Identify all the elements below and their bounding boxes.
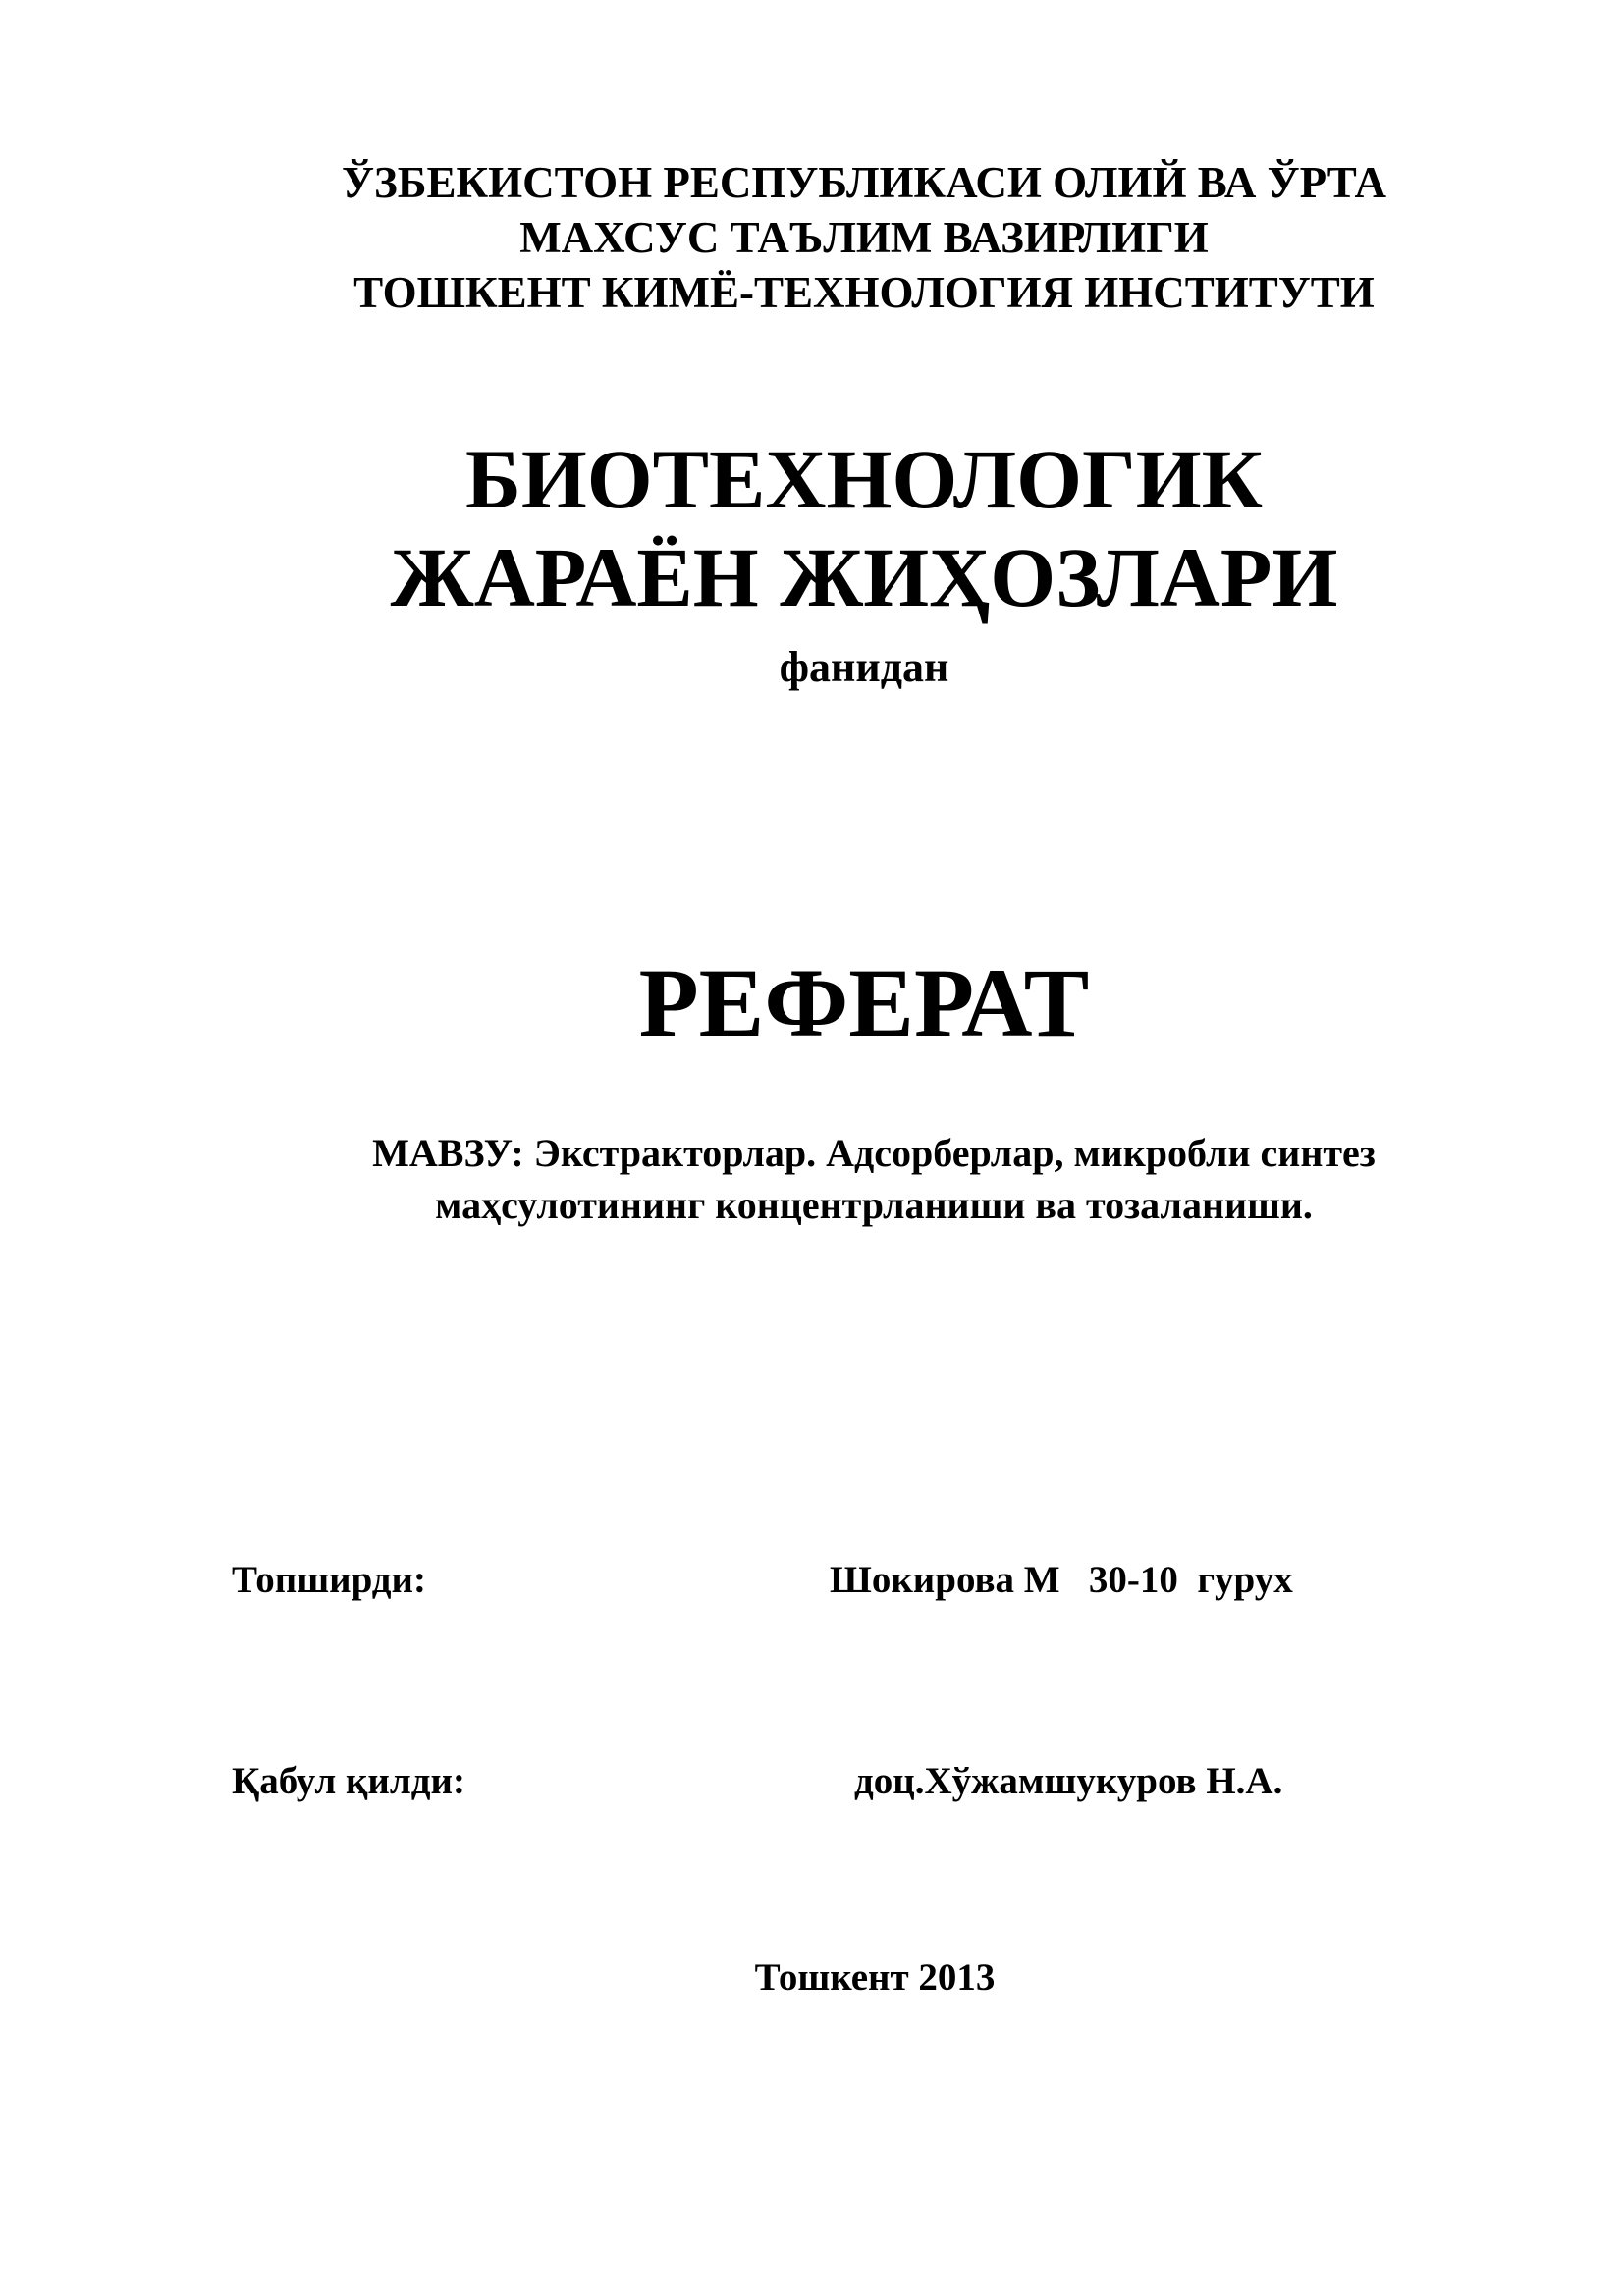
place-year: Тошкент 2013 bbox=[754, 1956, 996, 1999]
submitted-label: Топширди: bbox=[232, 1559, 426, 1601]
accepted-value: доц.Хўжамшукуров Н.А. bbox=[854, 1760, 1283, 1802]
subject-suffix: фанидан bbox=[779, 643, 949, 691]
subject-title bbox=[295, 430, 1434, 626]
ministry-line-3: ТОШКЕНТ КИМЁ-ТЕХНОЛОГИЯ ИНСТИТУТИ bbox=[353, 268, 1375, 317]
ministry-line-1: ЎЗБЕКИСТОН РЕСПУБЛИКАСИ ОЛИЙ ВА ЎРТА bbox=[342, 158, 1386, 207]
subject-title-line-2: ЖАРАЁН ЖИҲОЗЛАРИ bbox=[390, 530, 1338, 624]
submitted-value: Шокирова М 30-10 гурух bbox=[830, 1559, 1293, 1601]
ministry-header bbox=[295, 155, 1434, 320]
topic-line-2: маҳсулотининг концентрланиши ва тозаланиши. bbox=[435, 1183, 1313, 1227]
accepted-label: Қабул қилди: bbox=[232, 1760, 465, 1802]
topic bbox=[285, 1127, 1463, 1231]
subject-title-line-1: БИОТЕХНОЛОГИК bbox=[465, 432, 1263, 526]
ministry-line-2: МАХСУС ТАЪЛИМ ВАЗИРЛИГИ bbox=[519, 213, 1209, 262]
topic-line-1: МАВЗУ: Экстракторлар. Адсорберлар, микробли синтез bbox=[372, 1131, 1376, 1175]
document-type: РЕФЕРАТ bbox=[638, 948, 1090, 1057]
